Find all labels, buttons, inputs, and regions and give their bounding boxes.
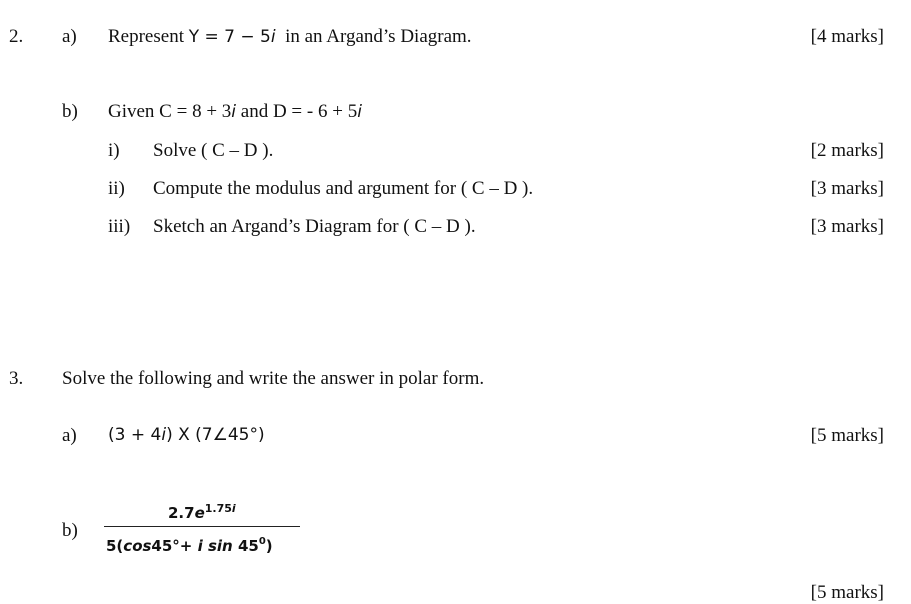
denominator-degree: 0 [258, 536, 266, 547]
question-2a-expr-i: i [270, 27, 276, 47]
numerator-exp-i: i [231, 502, 236, 515]
question-2-number: 2. [9, 26, 24, 47]
question-2b-given-prefix: Given C = 8 + 3 [108, 101, 232, 122]
question-3a-expr-open: (3 + 4 [108, 425, 162, 445]
question-3a-expr-close: ) X (7∠45°) [166, 425, 265, 445]
numerator-exponent [205, 502, 236, 515]
question-3a-expression [108, 423, 265, 447]
question-2b-part-iii-text: Sketch an Argand’s Diagram for ( C – D ). [153, 216, 476, 237]
numerator-e: e [194, 504, 205, 522]
fraction-bar [104, 526, 300, 527]
denominator-close: ) [265, 537, 273, 555]
question-2b-part-ii-text: Compute the modulus and argument for ( C – D ). [153, 178, 534, 199]
question-2a-prefix: Represent [108, 26, 189, 47]
denominator-sin: sin [202, 537, 238, 555]
question-2b-part-i-label: i) [108, 140, 120, 161]
question-2b-part-i-text: Solve ( C – D ). [153, 140, 274, 161]
question-2a-text [108, 26, 472, 48]
question-2b-given [108, 101, 362, 123]
question-3b-letter: b) [62, 520, 78, 541]
question-2a-expression [189, 27, 276, 47]
fraction-denominator [106, 536, 273, 555]
denominator-cos: cos [123, 537, 152, 555]
question-2b-part-iii-label: iii) [108, 216, 131, 237]
question-3a-expr-i: i [161, 425, 167, 445]
question-3a-letter: a) [62, 425, 77, 446]
question-3-number: 3. [9, 368, 24, 389]
question-2a-marks: [4 marks] [810, 26, 884, 47]
denominator-num: 45 [237, 537, 259, 555]
question-2a-suffix: in an Argand’s Diagram. [285, 26, 472, 47]
question-2b-part-ii-marks: [3 marks] [810, 178, 884, 199]
question-2a-letter: a) [62, 26, 77, 47]
question-2b-letter: b) [62, 101, 78, 122]
denominator-mid: 45°+ [151, 537, 198, 555]
fraction-numerator [168, 502, 236, 522]
question-3a-marks: [5 marks] [810, 425, 884, 446]
numerator-exp-value: 1.75 [204, 502, 232, 515]
question-2a-expr-lhs: Y = 7 − 5 [188, 27, 271, 47]
question-2b-given-i2: i [357, 102, 362, 122]
question-2b-part-ii-label: ii) [108, 178, 125, 199]
question-2b-given-mid: and D = - 6 + 5 [236, 101, 358, 122]
question-2b-part-i-marks: [2 marks] [810, 140, 884, 161]
question-2b-part-iii-marks: [3 marks] [810, 216, 884, 237]
numerator-base: 2.7 [168, 504, 195, 522]
question-3-intro: Solve the following and write the answer in polar form. [62, 368, 485, 389]
question-2b-given-i1: i [231, 102, 237, 122]
question-3b-marks: [5 marks] [810, 582, 884, 603]
denominator-i: i [197, 537, 203, 555]
denominator-open: 5( [106, 537, 124, 555]
